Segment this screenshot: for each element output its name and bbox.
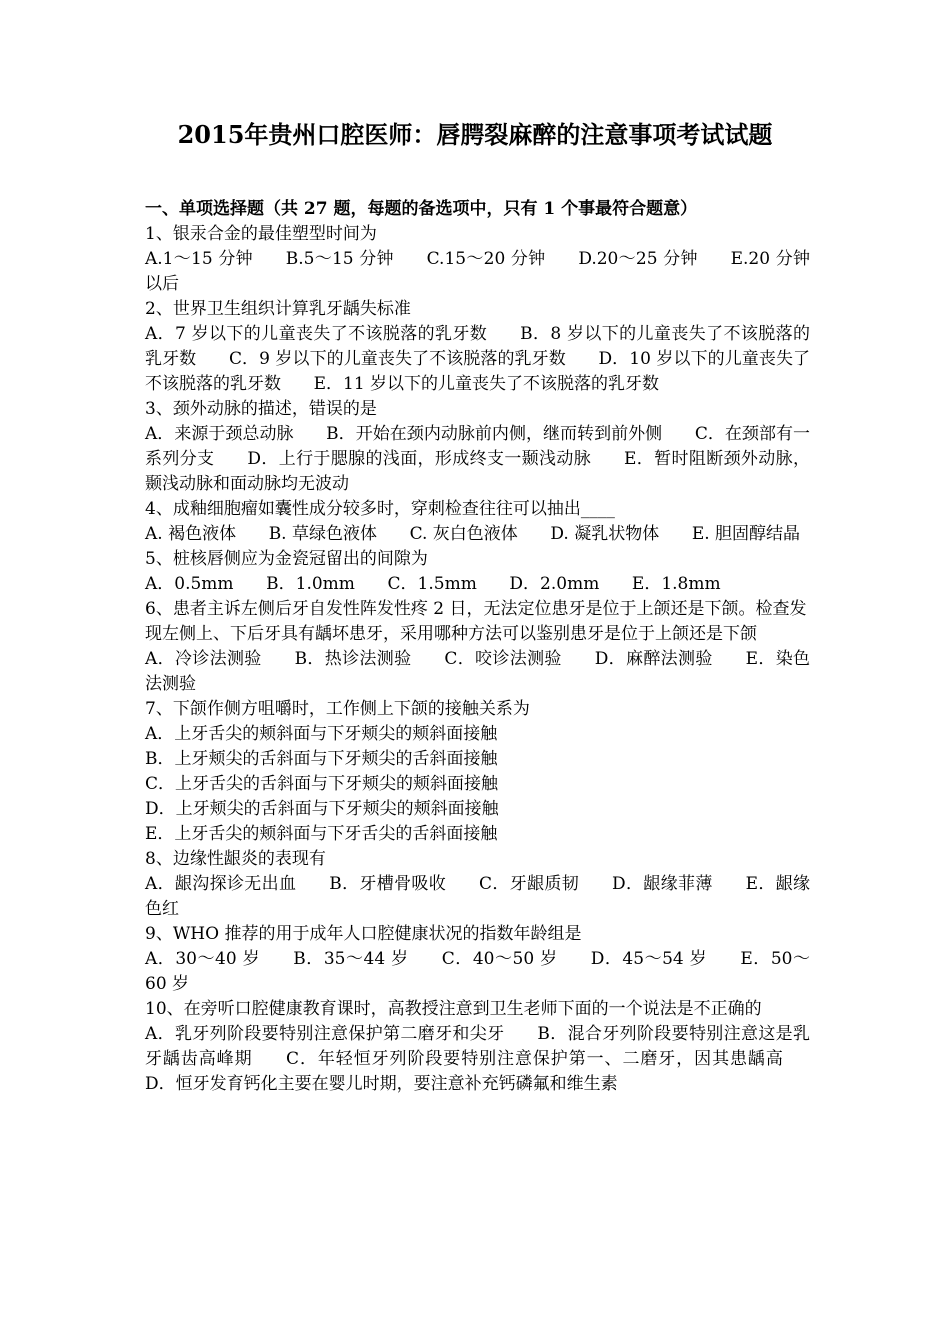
option-e: E．暂时阻断颈外动脉，颞浅动脉和面动脉均无波动	[145, 449, 810, 494]
option-b: B．8 岁以下的儿童丧失了不该脱落的乳牙数	[145, 324, 811, 369]
option-a: A．冷诊法测验	[145, 649, 262, 669]
option-b: B．1.0mm	[266, 574, 355, 594]
option-e: E. 胆固醇结晶	[691, 524, 801, 544]
option-c: C．40～50 岁	[441, 949, 558, 969]
option-d: D．上行于腮腺的浅面，形成终支一颞浅动脉	[247, 449, 592, 469]
question-1	[145, 222, 810, 297]
option-a: A．乳牙列阶段要特别注意保护第二磨牙和尖牙	[145, 1024, 505, 1044]
question-stem: 8、边缘性龈炎的表现有	[145, 849, 326, 869]
option-a: A．0.5mm	[145, 574, 234, 594]
option-a: A．上牙舌尖的颊斜面与下牙颊尖的颊斜面接触	[145, 724, 498, 744]
option-d: D．45～54 岁	[590, 949, 708, 969]
option-c: C．牙龈质韧	[479, 874, 580, 894]
option-c: C．1.5mm	[387, 574, 477, 594]
question-stem: 1、银汞合金的最佳塑型时间为	[145, 224, 377, 244]
question-10	[145, 997, 810, 1097]
question-options	[145, 247, 810, 297]
question-stem: 5、桩核唇侧应为金瓷冠留出的间隙为	[145, 549, 428, 569]
question-options	[145, 647, 810, 697]
option-c: C．咬诊法测验	[444, 649, 562, 669]
question-4	[145, 497, 810, 547]
option-d: D．龈缘菲薄	[612, 874, 713, 894]
question-3	[145, 397, 810, 497]
option-a: A. 褐色液体	[145, 524, 237, 544]
option-e: E．上牙舌尖的颊斜面与下牙舌尖的舌斜面接触	[145, 824, 498, 844]
option-d: D．2.0mm	[509, 574, 600, 594]
option-e: E．50～60 岁	[145, 949, 810, 994]
question-5	[145, 547, 810, 597]
option-e: E．染色法测验	[145, 649, 811, 694]
question-options	[145, 872, 810, 922]
option-c: C．在颈部有一系列分支	[145, 424, 811, 469]
option-a: A.1～15 分钟	[145, 249, 253, 269]
option-b: B．牙槽骨吸收	[329, 874, 447, 894]
option-d: D. 凝乳状物体	[550, 524, 660, 544]
option-b: B．35～44 岁	[293, 949, 409, 969]
section-heading: 一、单项选择题（共 27 题，每题的备选项中，只有 1 个事最符合题意）	[145, 199, 698, 219]
question-options	[145, 1022, 810, 1097]
question-2	[145, 297, 810, 397]
question-options	[145, 947, 810, 997]
question-list	[145, 197, 810, 1097]
option-a: A．7 岁以下的儿童丧失了不该脱落的乳牙数	[145, 324, 488, 344]
option-d: D．恒牙发育钙化主要在婴儿时期，要注意补充钙磷氟和维生素	[145, 1074, 618, 1094]
option-d: D．麻醉法测验	[594, 649, 713, 669]
option-c: C．上牙舌尖的舌斜面与下牙颊尖的颊斜面接触	[145, 774, 499, 794]
option-b: B．热诊法测验	[294, 649, 412, 669]
question-options	[145, 522, 810, 547]
option-b: B．上牙颊尖的舌斜面与下牙颊尖的舌斜面接触	[145, 749, 498, 769]
option-b: B. 草绿色液体	[268, 524, 377, 544]
option-c: C. 灰白色液体	[409, 524, 518, 544]
option-e: E．1.8mm	[631, 574, 721, 594]
option-e: E．11 岁以下的儿童丧失了不该脱落的乳牙数	[313, 374, 660, 394]
question-6	[145, 597, 810, 697]
option-d: D．10 岁以下的儿童丧失了不该脱落的乳牙数	[145, 349, 811, 394]
question-stem: 2、世界卫生组织计算乳牙龋失标准	[145, 299, 411, 319]
question-options	[145, 572, 810, 597]
question-options	[145, 722, 810, 847]
question-stem: 6、患者主诉左侧后牙自发性阵发性疼 2 日，无法定位患牙是位于上颌还是下颌。检查发现左侧上、下后牙具有龋坏患牙，采用哪种方法可以鉴别患牙是位于上颌还是下颌	[145, 599, 807, 644]
option-e: E．龈缘色红	[145, 874, 811, 919]
option-e: E.20 分钟以后	[145, 249, 810, 294]
option-a: A．龈沟探诊无出血	[145, 874, 297, 894]
question-stem: 10、在旁听口腔健康教育课时，高教授注意到卫生老师下面的一个说法是不正确的	[145, 999, 762, 1019]
option-b: B.5～15 分钟	[285, 249, 394, 269]
question-8	[145, 847, 810, 922]
question-7	[145, 697, 810, 847]
option-c: C.15～20 分钟	[426, 249, 546, 269]
option-b: B．混合牙列阶段要特别注意这是乳牙龋齿高峰期	[145, 1024, 811, 1069]
question-9	[145, 922, 810, 997]
option-a: A．来源于颈总动脉	[145, 424, 294, 444]
question-options	[145, 422, 810, 497]
option-d: D.20～25 分钟	[578, 249, 698, 269]
option-b: B．开始在颈内动脉前内侧，继而转到前外侧	[326, 424, 663, 444]
option-d: D．上牙颊尖的舌斜面与下牙颊尖的颊斜面接触	[145, 799, 499, 819]
question-stem: 7、下颌作侧方咀嚼时，工作侧上下颌的接触关系为	[145, 699, 530, 719]
option-a: A．30～40 岁	[145, 949, 261, 969]
question-options	[145, 322, 810, 397]
option-c: C．年轻恒牙列阶段要特别注意保护第一、二磨牙，因其患龋高	[286, 1049, 783, 1069]
option-c: C．9 岁以下的儿童丧失了不该脱落的乳牙数	[228, 349, 566, 369]
question-stem: 3、颈外动脉的描述，错误的是	[145, 399, 377, 419]
page-title: 2015年贵州口腔医师：唇腭裂麻醉的注意事项考试试题	[177, 120, 773, 149]
question-stem: 4、成釉细胞瘤如囊性成分较多时，穿刺检查往往可以抽出____	[145, 499, 615, 519]
question-stem: 9、WHO 推荐的用于成年人口腔健康状况的指数年龄组是	[145, 924, 582, 944]
